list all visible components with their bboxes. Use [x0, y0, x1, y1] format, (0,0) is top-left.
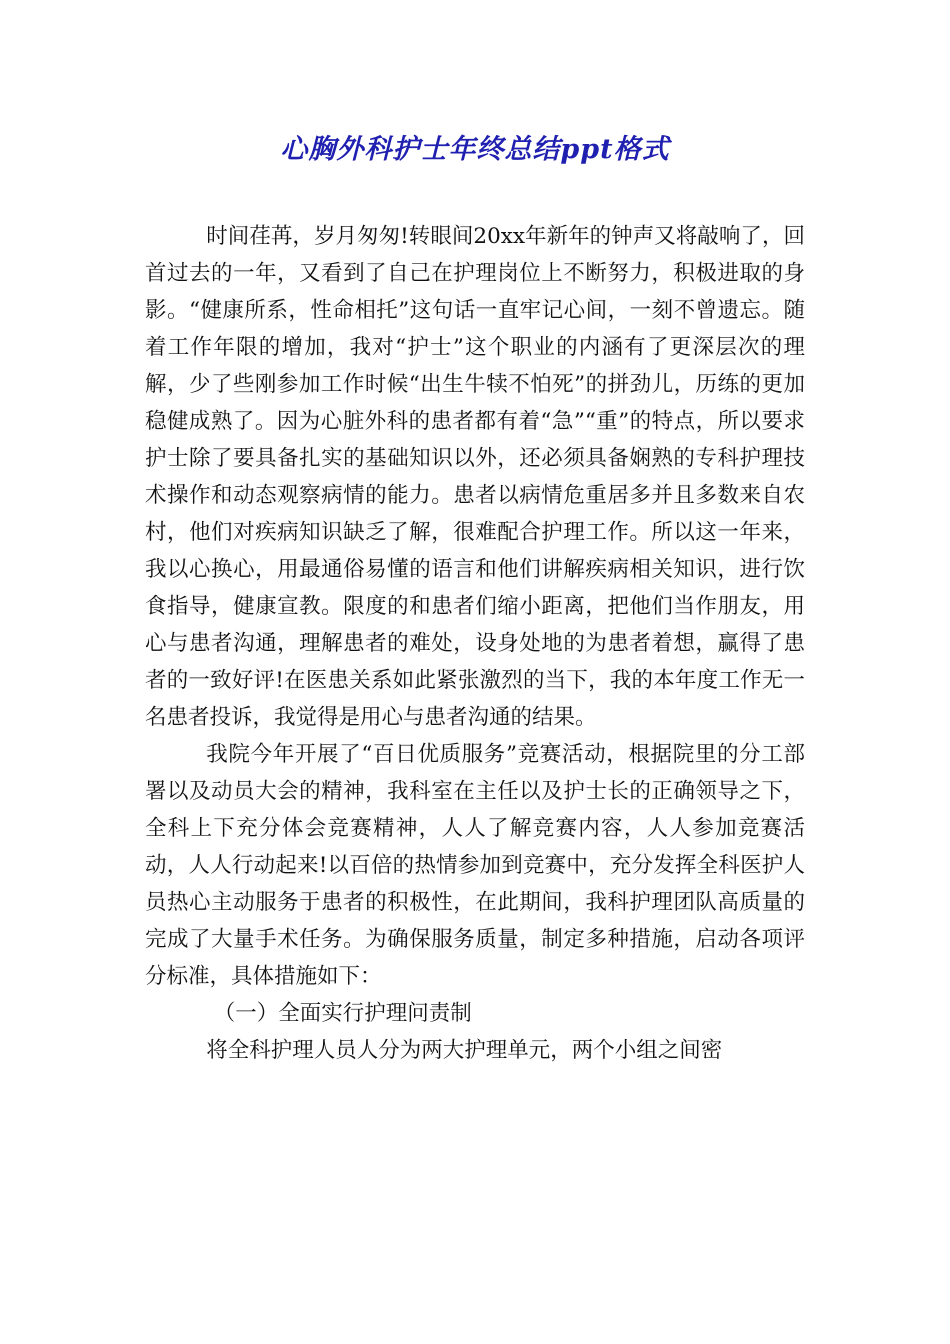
paragraph-intro: 时间荏苒，岁月匆匆!转眼间20xx年新年的钟声又将敲响了，回首过去的一年，又看到了自己在护理岗位上不断努力，积极进取的身影。“健康所系，性命相托”这句话一直牢记心间，一刻不曾遗忘。随着工作年限的增加，我对“护士”这个职业的内涵有了更深层次的理解，少了些刚参加工作时候“出生牛犊不怕死”的拼劲儿，历练的更加稳健成熟了。因为心脏外科的患者都有着“急”“重”的特点，所以要求护士除了要具备扎实的基础知识以外，还必须具备娴熟的专科护理技术操作和动态观察病情的能力。患者以病情危重居多并且多数来自农村，他们对疾病知识缺乏了解，很难配合护理工作。所以这一年来，我以心换心，用最通俗易懂的语言和他们讲解疾病相关知识，进行饮食指导，健康宣教。限度的和患者们缩小距离，把他们当作朋友，用心与患者沟通，理解患者的难处，设身处地的为患者着想，赢得了患者的一致好评!在医患关系如此紧张激烈的当下，我的本年度工作无一名患者投诉，我觉得是用心与患者沟通的结果。: [145, 224, 805, 730]
document-title: 心胸外科护士年终总结ppt格式: [280, 134, 670, 165]
paragraph-competition: 我院今年开展了“百日优质服务”竞赛活动，根据院里的分工部署以及动员大会的精神，我科室在主任以及护士长的正确领导之下，全科上下充分体会竞赛精神，人人了解竞赛内容，人人参加竞赛活动，人人行动起来!以百倍的热情参加到竞赛中，充分发挥全科医护人员热心主动服务于患者的积极性，在此期间，我科护理团队高质量的完成了大量手术任务。为确保服务质量，制定多种措施，启动各项评分标准，具体措施如下：: [145, 742, 805, 989]
paragraph-responsibility: 将全科护理人员人分为两大护理单元，两个小组之间密: [206, 1038, 723, 1063]
document-body: [145, 218, 805, 1069]
section-heading: （一）全面实行护理问责制: [213, 1001, 472, 1026]
